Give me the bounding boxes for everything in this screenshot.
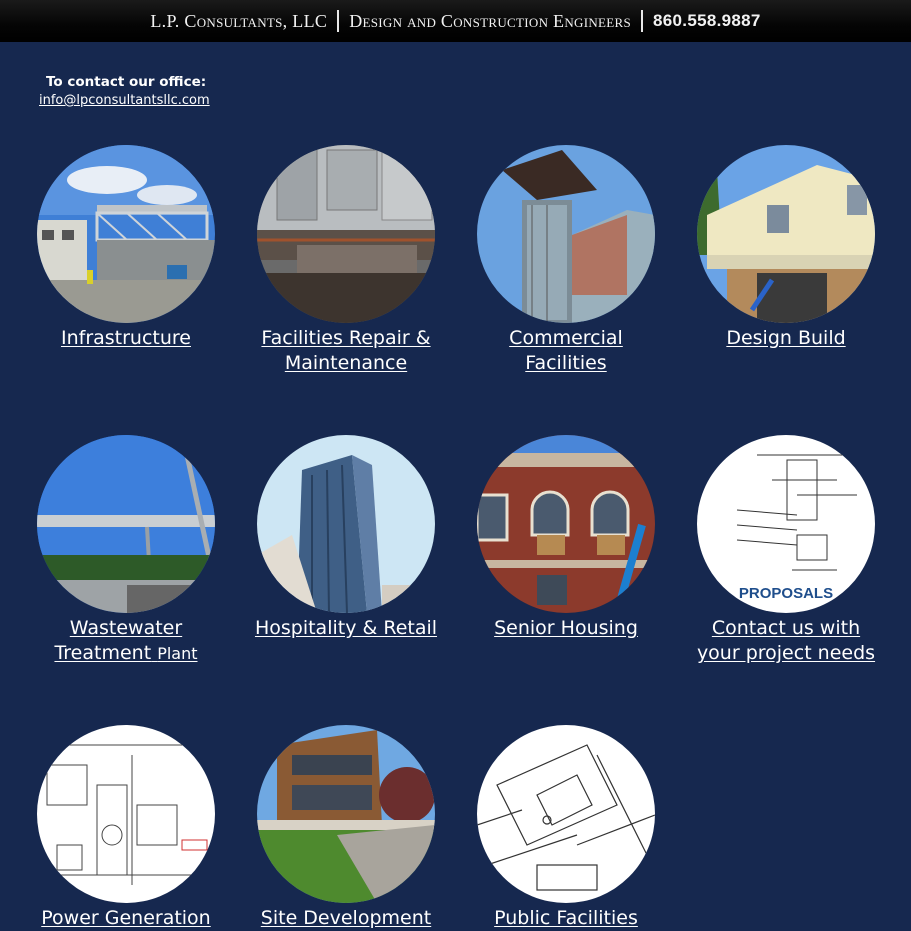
- design-build-image[interactable]: [697, 145, 875, 323]
- facilities-repair-image[interactable]: [257, 145, 435, 323]
- tile-commercial-facilities[interactable]: [456, 145, 676, 376]
- hospitality-retail-image[interactable]: [257, 435, 435, 613]
- tile-label-commercial-facilities[interactable]: Commercial Facilities: [509, 327, 623, 374]
- tile-label-design-build[interactable]: Design Build: [726, 327, 846, 349]
- commercial-facilities-image[interactable]: [477, 145, 655, 323]
- tile-label-facilities-repair[interactable]: Facilities Repair & Maintenance: [261, 327, 431, 374]
- public-facilities-image[interactable]: [477, 725, 655, 903]
- proposals-image[interactable]: [697, 435, 875, 613]
- tile-label-public-facilities[interactable]: Public Facilities: [494, 907, 638, 929]
- tile-wastewater-treatment[interactable]: [16, 435, 236, 666]
- tile-hospitality-retail[interactable]: [236, 435, 456, 641]
- tile-label-wastewater-treatment[interactable]: Wastewater Treatment Plant: [54, 617, 198, 664]
- header-divider: [641, 10, 643, 32]
- tile-label-power-generation[interactable]: Power Generation: [41, 907, 211, 929]
- infrastructure-image[interactable]: [37, 145, 215, 323]
- tile-label-site-development[interactable]: Site Development: [260, 907, 432, 929]
- senior-housing-image[interactable]: [477, 435, 655, 613]
- company-name: L.P. Consultants, LLC: [150, 10, 328, 31]
- phone-number: 860.558.9887: [653, 11, 761, 30]
- tile-contact-proposals[interactable]: [676, 435, 896, 666]
- wastewater-treatment-image[interactable]: [37, 435, 215, 613]
- header-bar: [0, 0, 911, 42]
- proposals-image-text: PROPOSALS: [738, 585, 834, 602]
- tile-site-development[interactable]: [236, 725, 456, 931]
- header-divider: [337, 10, 339, 32]
- tile-label-infrastructure[interactable]: Infrastructure: [60, 327, 191, 349]
- tile-senior-housing[interactable]: [456, 435, 676, 641]
- contact-label: To contact our office:: [46, 74, 207, 90]
- company-tagline: Design and Construction Engineers: [349, 10, 632, 31]
- site-development-image[interactable]: [257, 725, 435, 903]
- tile-design-build[interactable]: [676, 145, 896, 351]
- tile-facilities-repair[interactable]: [236, 145, 456, 376]
- tile-power-generation[interactable]: [16, 725, 236, 931]
- tile-label-contact-us[interactable]: Contact us with your project needs: [696, 617, 876, 664]
- contact-email-link[interactable]: info@lpconsultantsllc.com: [39, 93, 210, 108]
- tile-infrastructure[interactable]: [16, 145, 236, 351]
- tile-label-hospitality-retail[interactable]: Hospitality & Retail: [254, 617, 438, 639]
- tile-label-senior-housing[interactable]: Senior Housing: [494, 617, 638, 639]
- power-generation-image[interactable]: [37, 725, 215, 903]
- tile-public-facilities[interactable]: [456, 725, 676, 931]
